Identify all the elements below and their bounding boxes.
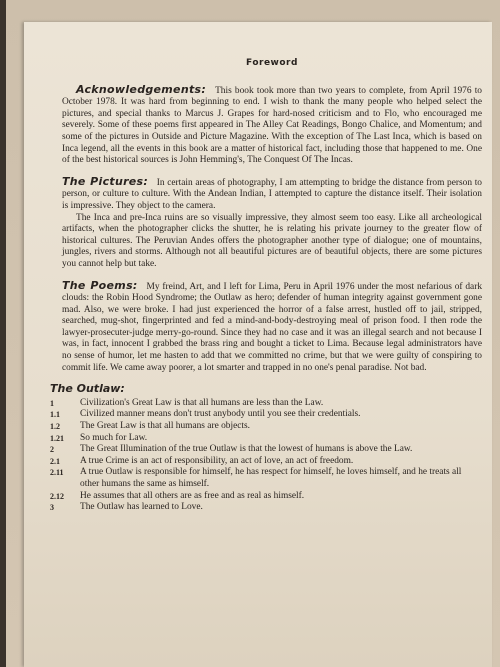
page-content — [50, 58, 483, 523]
law-item — [50, 433, 482, 445]
law-text: So much for Law. — [80, 432, 148, 443]
page-sheet — [24, 22, 492, 667]
law-text: Civilized manner means don't trust anybody until you see their credentials. — [80, 409, 361, 420]
law-number: 2.12 — [50, 491, 64, 501]
outlaw-law-list — [50, 397, 482, 514]
law-item — [50, 491, 482, 503]
law-text: He assumes that all others are as free and as real as himself. — [80, 490, 305, 501]
law-text: The Outlaw has learned to Love. — [80, 502, 203, 513]
law-number: 1.21 — [50, 433, 64, 443]
law-item — [50, 456, 482, 468]
law-text: The Great Illumination of the true Outlaw is that the lowest of humans is above the Law. — [80, 444, 413, 455]
law-text: The Great Law is that all humans are objects. — [80, 421, 250, 432]
law-number: 1.1 — [50, 410, 60, 420]
law-item — [50, 444, 482, 456]
outlaw-heading: The Outlaw: — [50, 382, 125, 396]
poems-section — [62, 280, 482, 375]
law-number: 2.11 — [50, 468, 64, 478]
law-number: 3 — [50, 503, 54, 513]
acknowledgements-text: This book took more than two years to complete, from April 1976 to October 1978. It was hard from beginning to end. I wish to thank the many people who helped select the pictures, and special thanks to Marcus J. Grapes for hard-nosed criticism and to Flo, who encouraged me severely. Some of these poems first appeared in The Alley Cat Readings, Bongo Chalice, and Momentum; and some of the pictures in Outside and Picture Magazine. With the exception of The Last Inca, which is based on Inca legend, all the events in this book are a matter of historical fact, including those that happened to me. One of the best historical sources is John Hemming's, The Conquest Of The Incas. — [62, 85, 482, 166]
poems-text: My freind, Art, and I left for Lima, Peru in April 1976 under the most nefarious of dark clouds: the Robin Hood Syndrome; the Outlaw as hero; defender of human integrity against government gone mad. Also, we were broke. I had just experienced the horror of a false arrest, hustled off to jail, stripped, searched, mug-shot, fingerprinted and fed a mind-and-body-destroying meal of prison food. I then rode the lawyer-prosecuter-judge merry-go-round. Since they had no case and it was an illegal search and not because I was, in fact, innocent I grabbed the brass ring and bought a ticket to Lima. Because legal administrators have no sense of humor, let me hasten to add that we committed no crime, but that we were guilty of conspiring to commit life. We came away poorer, a lot smarter and trapped in no one's penal paradise. Not bad. — [62, 281, 483, 373]
page-title: Foreword — [246, 58, 298, 68]
law-item — [50, 467, 482, 490]
poems-heading: The Poems: — [62, 278, 138, 292]
law-number: 1 — [50, 398, 54, 408]
law-number: 2.1 — [50, 456, 60, 466]
law-number: 2 — [50, 445, 54, 455]
law-item — [50, 398, 482, 410]
law-text: Civilization's Great Law is that all humans are less than the Law. — [80, 397, 324, 408]
pictures-text-1: In certain areas of photography, I am attempting to bridge the distance from person to person, or culture to culture. With the Andean Indian, I attempted to capture the distance itself. Their isolation is impressive. They object to the camera. — [62, 177, 482, 211]
law-item — [50, 409, 482, 421]
acknowledgements-heading: Acknowledgements: — [76, 82, 207, 96]
pictures-text-2: The Inca and pre-Inca ruins are so visually impressive, they almost seem too easy. Like all archeological artifacts, when the photographer clicks the shutter, he is relating his private journey to the greater flow of historical cultures. The Peruvian Andes offers the photographer another type of dialogue; one of mountains, jungles, rivers and storms. Although not all beautiful pictures are of beautiful objects, there are some pictures you cannot help but take. — [62, 212, 482, 269]
paper-stack — [6, 0, 500, 667]
law-item — [50, 421, 482, 433]
law-text: A true Crime is an act of responsibility, an act of love, an act of freedom. — [80, 455, 354, 466]
pictures-heading: The Pictures: — [62, 174, 149, 188]
law-text: A true Outlaw is responsible for himself, he has respect for himself, he loves himself, and he treats all other humans the same as himself. — [80, 467, 462, 489]
law-number: 1.2 — [50, 422, 60, 432]
acknowledgements-section — [62, 84, 482, 167]
outlaw-section — [50, 382, 482, 514]
pictures-section — [62, 176, 482, 271]
law-item — [50, 502, 482, 514]
